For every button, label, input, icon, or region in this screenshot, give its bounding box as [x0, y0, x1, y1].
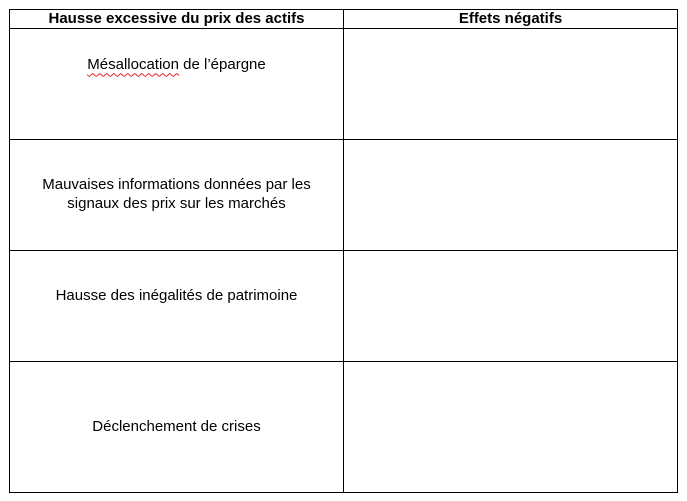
cause-cell[interactable]: [10, 251, 344, 362]
cause-text-rest: de l’épargne: [178, 56, 266, 74]
table-header-row: [10, 10, 678, 29]
effect-cell[interactable]: [344, 29, 678, 140]
table-row: [10, 140, 678, 251]
cause-text: [87, 55, 265, 75]
cause-text: Déclenchement de crises: [92, 418, 261, 436]
table-row: [10, 29, 678, 140]
table-row: [10, 251, 678, 362]
asset-price-table: [9, 9, 678, 493]
cause-cell[interactable]: [10, 140, 344, 251]
effect-cell[interactable]: [344, 251, 678, 362]
cause-cell[interactable]: [10, 362, 344, 493]
table-row: [10, 362, 678, 493]
cause-text: Hausse des inégalités de patrimoine: [55, 287, 298, 305]
effect-cell[interactable]: [344, 140, 678, 251]
header-cause: Hausse excessive du prix des actifs: [10, 10, 344, 29]
cause-text: Mauvaises informations données par les signaux des prix sur les marchés: [42, 175, 311, 212]
header-effects: Effets négatifs: [344, 10, 678, 29]
misspelled-word: Mésallocation: [87, 56, 179, 74]
effect-cell[interactable]: [344, 362, 678, 493]
cause-cell[interactable]: [10, 29, 344, 140]
